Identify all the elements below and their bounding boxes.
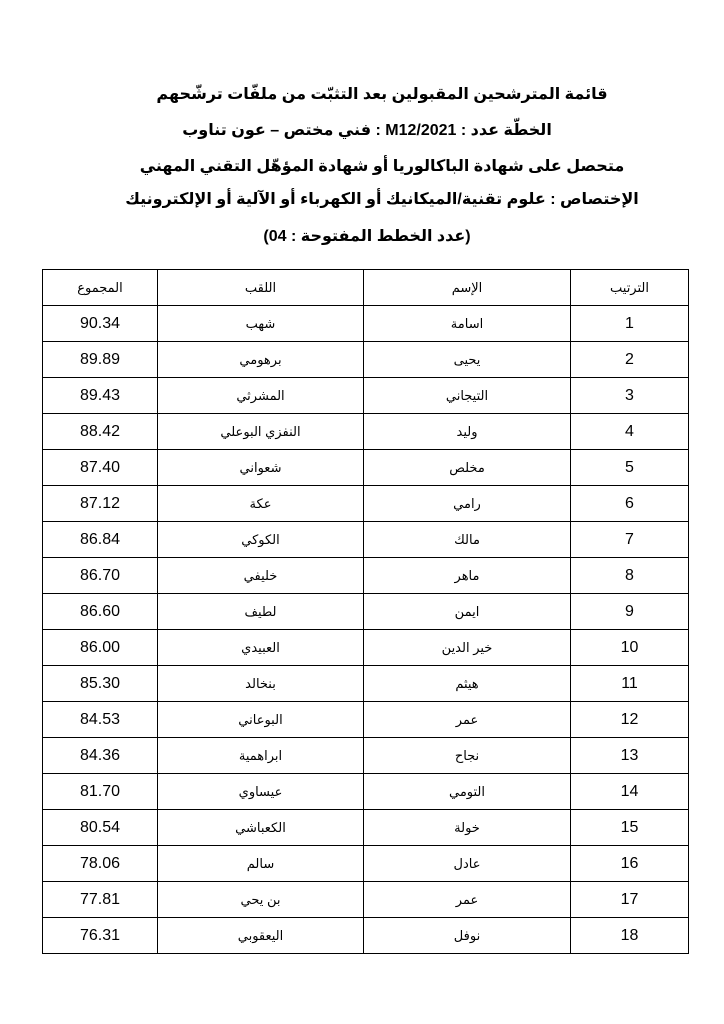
first-name-cell: خير الدين	[364, 630, 571, 666]
total-cell: 88.42	[43, 414, 158, 450]
rank-cell: 2	[571, 342, 689, 378]
first-name-cell: عادل	[364, 846, 571, 882]
total-cell: 85.30	[43, 666, 158, 702]
rank-cell: 12	[571, 702, 689, 738]
last-name-cell: عكة	[158, 486, 364, 522]
table-row	[43, 774, 689, 810]
last-name-cell: خليفي	[158, 558, 364, 594]
plan-number-line: الخطّة عدد : M12/2021 : فني مختص – عون تناوب	[182, 122, 552, 139]
first-name-cell: التيجاني	[364, 378, 571, 414]
rank-cell: 5	[571, 450, 689, 486]
first-name-cell: عمر	[364, 702, 571, 738]
table-row	[43, 414, 689, 450]
table-row	[43, 594, 689, 630]
last-name-cell: سالم	[158, 846, 364, 882]
first-name-cell: يحيى	[364, 342, 571, 378]
last-name-cell: بن يحي	[158, 882, 364, 918]
rank-cell: 10	[571, 630, 689, 666]
header-first-name: الإسم	[364, 270, 571, 306]
last-name-cell: الكوكي	[158, 522, 364, 558]
last-name-cell: المشرثي	[158, 378, 364, 414]
open-positions-line: (عدد الخطط المفتوحة : 04)	[263, 228, 471, 245]
rank-cell: 15	[571, 810, 689, 846]
header-last-name: اللقب	[158, 270, 364, 306]
last-name-cell: ابراهمية	[158, 738, 364, 774]
last-name-cell: لطيف	[158, 594, 364, 630]
first-name-cell: نوفل	[364, 918, 571, 954]
table-row	[43, 522, 689, 558]
total-cell: 86.60	[43, 594, 158, 630]
last-name-cell: شعواني	[158, 450, 364, 486]
first-name-cell: عمر	[364, 882, 571, 918]
last-name-cell: عيساوي	[158, 774, 364, 810]
rank-cell: 8	[571, 558, 689, 594]
rank-cell: 7	[571, 522, 689, 558]
rank-cell: 11	[571, 666, 689, 702]
last-name-cell: العبيدي	[158, 630, 364, 666]
total-cell: 78.06	[43, 846, 158, 882]
first-name-cell: وليد	[364, 414, 571, 450]
first-name-cell: اسامة	[364, 306, 571, 342]
total-cell: 86.70	[43, 558, 158, 594]
rank-cell: 17	[571, 882, 689, 918]
rank-cell: 9	[571, 594, 689, 630]
total-cell: 89.89	[43, 342, 158, 378]
total-cell: 76.31	[43, 918, 158, 954]
total-cell: 80.54	[43, 810, 158, 846]
table-row	[43, 918, 689, 954]
specialty-line: الإختصاص : علوم تقنية/الميكانيك أو الكهرباء أو الآلية أو الإلكترونيك	[125, 191, 639, 208]
table-row	[43, 666, 689, 702]
rank-cell: 13	[571, 738, 689, 774]
first-name-cell: التومي	[364, 774, 571, 810]
first-name-cell: مخلص	[364, 450, 571, 486]
table-row	[43, 738, 689, 774]
table-row	[43, 306, 689, 342]
first-name-cell: ايمن	[364, 594, 571, 630]
table-row	[43, 558, 689, 594]
last-name-cell: برهومي	[158, 342, 364, 378]
last-name-cell: الكعباشي	[158, 810, 364, 846]
table-row	[43, 450, 689, 486]
rank-cell: 4	[571, 414, 689, 450]
table-header-row	[43, 270, 689, 306]
total-cell: 87.12	[43, 486, 158, 522]
candidates-table	[42, 269, 689, 954]
first-name-cell: ماهر	[364, 558, 571, 594]
total-cell: 89.43	[43, 378, 158, 414]
table-row	[43, 486, 689, 522]
table-row	[43, 702, 689, 738]
total-cell: 90.34	[43, 306, 158, 342]
rank-cell: 1	[571, 306, 689, 342]
document-title: قائمة المترشحين المقبولين بعد التثبّت من ملفّات ترشّحهم	[156, 86, 608, 103]
first-name-cell: رامي	[364, 486, 571, 522]
table-row	[43, 846, 689, 882]
rank-cell: 18	[571, 918, 689, 954]
table-row	[43, 630, 689, 666]
header-total: المجموع	[43, 270, 158, 306]
first-name-cell: خولة	[364, 810, 571, 846]
rank-cell: 14	[571, 774, 689, 810]
total-cell: 77.81	[43, 882, 158, 918]
last-name-cell: شهب	[158, 306, 364, 342]
first-name-cell: هيثم	[364, 666, 571, 702]
total-cell: 84.36	[43, 738, 158, 774]
table-row	[43, 810, 689, 846]
table-row	[43, 882, 689, 918]
rank-cell: 3	[571, 378, 689, 414]
total-cell: 84.53	[43, 702, 158, 738]
qualification-line: متحصل على شهادة الباكالوريا أو شهادة المؤهّل التقني المهني	[139, 158, 625, 175]
table-row	[43, 342, 689, 378]
table-row	[43, 378, 689, 414]
first-name-cell: مالك	[364, 522, 571, 558]
total-cell: 86.00	[43, 630, 158, 666]
header-rank: الترتيب	[571, 270, 689, 306]
first-name-cell: نجاح	[364, 738, 571, 774]
total-cell: 81.70	[43, 774, 158, 810]
table-body	[43, 306, 689, 954]
last-name-cell: بنخالد	[158, 666, 364, 702]
last-name-cell: اليعقوبي	[158, 918, 364, 954]
last-name-cell: البوعاني	[158, 702, 364, 738]
total-cell: 87.40	[43, 450, 158, 486]
rank-cell: 6	[571, 486, 689, 522]
last-name-cell: النفزي البوعلي	[158, 414, 364, 450]
rank-cell: 16	[571, 846, 689, 882]
total-cell: 86.84	[43, 522, 158, 558]
